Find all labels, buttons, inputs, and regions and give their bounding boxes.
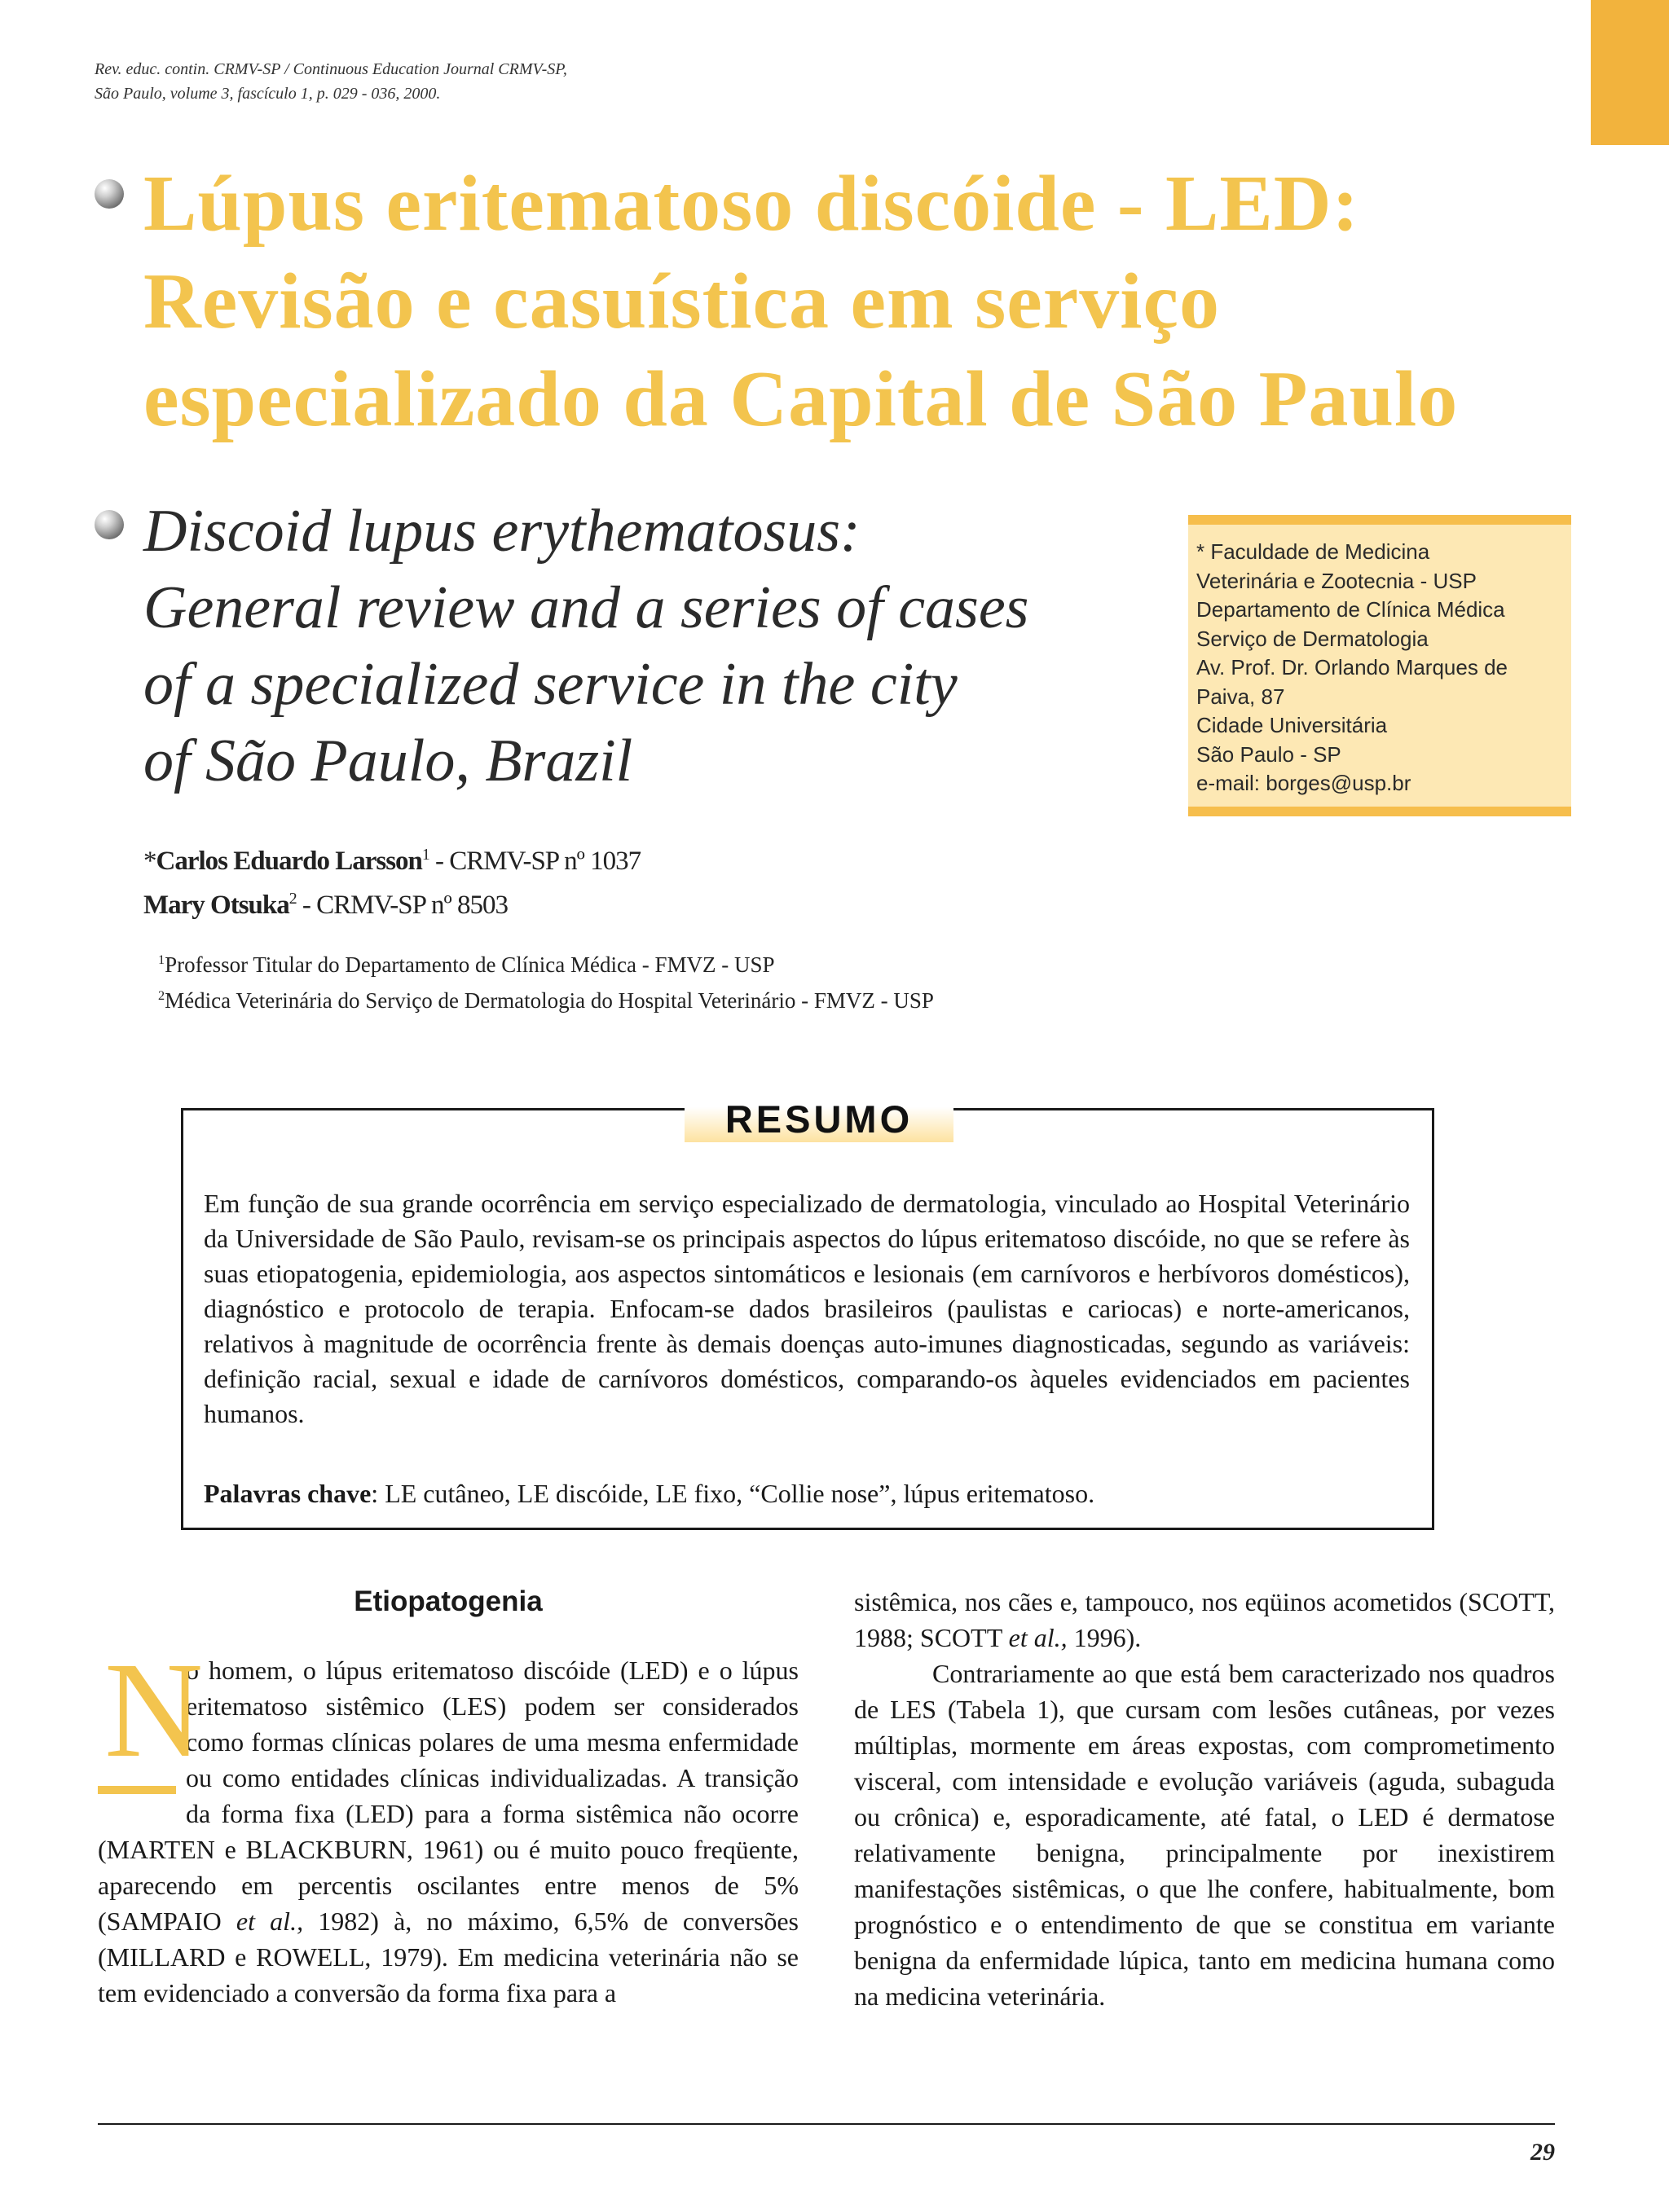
keywords-text: : LE cutâneo, LE discóide, LE fixo, “Collie nose”, lúpus eritematoso.: [371, 1479, 1095, 1508]
sphere-bullet-icon: [95, 510, 124, 539]
author-notes: [158, 947, 934, 1018]
keywords: [204, 1476, 1410, 1511]
author-affil-mark: 1: [421, 846, 429, 864]
affiliation-line: Veterinária e Zootecnia - USP: [1196, 568, 1477, 593]
author-registration: - CRMV-SP nº 1037: [429, 847, 641, 876]
affiliation-box: [1188, 515, 1571, 816]
body-text: sistêmica, nos cães e, tampouco, nos eqüinos acometidos (SCOTT, 1988; SCOTT: [854, 1587, 1555, 1652]
author-note: [158, 983, 934, 1018]
section-heading: Etiopatogenia: [354, 1585, 543, 1617]
note-mark: 1: [158, 952, 165, 967]
running-head-line-2: São Paulo, volume 3, fascículo 1, p. 029 - 036, 2000.: [95, 85, 441, 103]
title-pt-line-1: Lúpus eritematoso discóide - LED:: [143, 160, 1360, 248]
author-name: Carlos Eduardo Larsson: [156, 847, 422, 876]
footer-rule: [98, 2123, 1555, 2125]
title-pt-line-2: Revisão e casuística em serviço: [143, 257, 1220, 345]
author-prefix: *: [143, 847, 156, 876]
affiliation-line: * Faculdade de Medicina: [1196, 539, 1430, 564]
note-mark: 2: [158, 988, 165, 1003]
running-head-line-1: Rev. educ. contin. CRMV-SP / Continuous Education Journal CRMV-SP,: [95, 60, 567, 78]
body-paragraph: Contrariamente ao que está bem caracterizado nos quadros de LES (Tabela 1), que cursam com lesões cutâneas, por vezes múltiplas, mormente em áreas expostas, com comprometimento visceral, com intensidade e evolução variáveis (aguda, subaguda ou crônica) e, esporadicamente, até fatal, o LED é dermatose relativamente benigna, principalmente por inexistirem manifestações sistêmicas, o que lhe confere, habitualmente, bom prognóstico e o entendimento de que se constitua em variante benigna da enfermidade lúpica, tanto em medicina humana como na medicina veterinária.: [854, 1659, 1555, 2011]
body-italic: et al.,: [1008, 1623, 1068, 1652]
page-number: 29: [1530, 2139, 1555, 2166]
affiliation-line: Serviço de Dermatologia: [1196, 626, 1429, 651]
title-pt-line-3: especializado da Capital de São Paulo: [143, 355, 1459, 443]
keywords-label: Palavras chave: [204, 1479, 372, 1508]
right-column: [854, 1584, 1555, 2014]
body-text: 1982) à, no máximo, 6,5% de conversões (MILLARD e ROWELL, 1979). Em medicina veterinária não se tem evidenciado a conversão da forma fixa para a: [98, 1906, 799, 2008]
body-paragraph: [854, 1584, 1555, 1656]
note-text: Médica Veterinária do Serviço de Dermatologia do Hospital Veterinário - FMVZ - USP: [165, 988, 934, 1013]
author-affil-mark: 2: [288, 890, 297, 908]
title-en-line-2: General review and a series of cases: [143, 574, 1029, 641]
author-list: [143, 839, 641, 927]
title-en-line-3: of a specialized service in the city: [143, 651, 958, 718]
title-portuguese: [143, 155, 1578, 448]
affiliation-line: Av. Prof. Dr. Orlando Marques de: [1196, 655, 1508, 679]
drop-cap-bar: [98, 1786, 176, 1794]
corner-color-tab: [1591, 0, 1669, 145]
author-entry: [143, 839, 641, 883]
author-note: [158, 947, 934, 983]
note-text: Professor Titular do Departamento de Clínica Médica - FMVZ - USP: [165, 952, 775, 977]
author-registration: - CRMV-SP nº 8503: [296, 891, 508, 920]
affiliation-line: Departamento de Clínica Médica: [1196, 597, 1505, 622]
body-paragraph: [98, 1634, 799, 2011]
affiliation-email: e-mail: borges@usp.br: [1196, 771, 1411, 795]
abstract-label: RESUMO: [685, 1092, 953, 1142]
body-text: 1996).: [1067, 1623, 1142, 1652]
sphere-bullet-icon: [95, 179, 124, 209]
title-en-line-4: of São Paulo, Brazil: [143, 728, 633, 794]
affiliation-line: Cidade Universitária: [1196, 713, 1388, 737]
title-english: [143, 493, 1072, 799]
affiliation-line: São Paulo - SP: [1196, 741, 1341, 767]
affiliation-line: Paiva, 87: [1196, 684, 1285, 709]
running-head: [95, 57, 567, 106]
left-column: [98, 1584, 799, 2011]
author-entry: [143, 883, 641, 927]
abstract-text: Em função de sua grande ocorrência em serviço especializado de dermatologia, vinculado ao Hospital Veterinário da Universidade de São Paulo, revisam-se os principais aspectos do lúpus eritematoso discóide, no que se refere às suas etiopatogenia, epidemiologia, aos aspectos sintomáticos e lesionais (em carnívoros e herbívoros domésticos), diagnóstico e protocolo de terapia. Enfocam-se dados brasileiros (paulistas e cariocas) e norte-americanos, relativos à magnitude de ocorrência frente às demais doenças auto-imunes diagnosticadas, segundo as variáveis: definição racial, sexual e idade de carnívoros domésticos, comparando-os àqueles evidenciados em pacientes humanos.: [204, 1189, 1410, 1428]
body-italic: et al.,: [236, 1906, 304, 1936]
author-name: Mary Otsuka: [143, 891, 289, 920]
drop-cap-letter: N: [104, 1634, 204, 1786]
title-en-line-1: Discoid lupus erythematosus:: [143, 498, 861, 565]
body-text: o homem, o lúpus eritematoso discóide (LED) e o lúpus eritematoso sistêmico (LES) podem ser considerados como formas clínicas polares de uma mesma enfermidade ou como entidades clínicas individualizadas. A transição da forma fixa (LED) para a forma sistêmica não ocorre (MARTEN e BLACKBURN, 1961) ou é muito pouco freqüente, aparecendo em percentis oscilantes entre menos de 5% (SAMPAIO: [98, 1656, 799, 1936]
drop-cap: [98, 1634, 204, 1799]
